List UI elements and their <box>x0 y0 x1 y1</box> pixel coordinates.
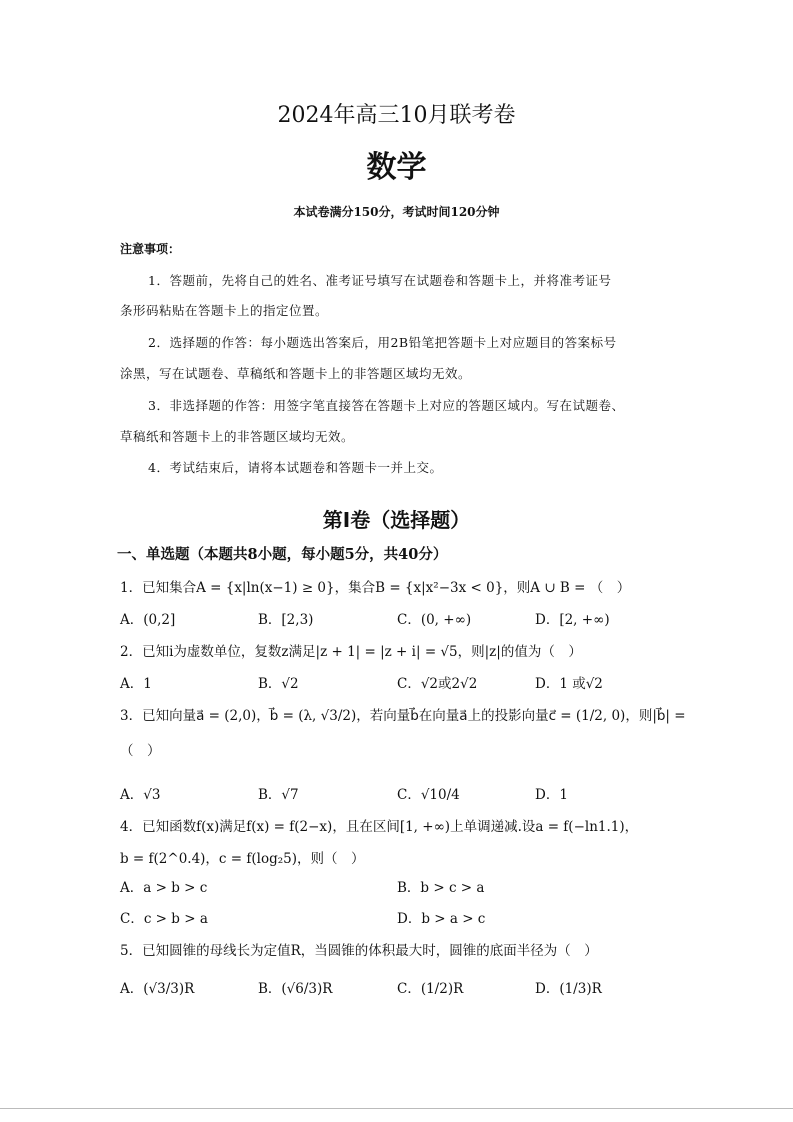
question-2-stem: 2．已知i为虚数单位，复数z满足|z + 1| = |z + i| = √5，则|z|的值为（ ） <box>120 644 582 660</box>
subject-title: 数学 <box>366 150 427 185</box>
question-3-stem-cont: （ ） <box>120 743 161 759</box>
notice-item-2-cont: 涂黑，写在试题卷、草稿纸和答题卡上的非答题区域均无效。 <box>120 366 472 381</box>
question-5-option-a: A．(√3/3)R <box>120 981 195 997</box>
question-3-option-d: D．1 <box>535 787 568 803</box>
notice-item-1: 1．答题前，先将自己的姓名、准考证号填写在试题卷和答题卡上，并将准考证号 <box>148 273 612 288</box>
question-4-option-d: D．b > a > c <box>397 911 486 927</box>
exam-title: 2024年高三10月联考卷 <box>277 103 516 128</box>
question-3-stem: 3．已知向量a⃗ = (2,0)，b⃗ = (λ, √3/2)，若向量b⃗在向量a⃗上的投影向量c⃗ = (1/2, 0)，则|b⃗| = <box>120 708 686 724</box>
question-1-option-d: D．[2, +∞) <box>535 612 610 628</box>
question-2-option-a: A．1 <box>120 676 152 692</box>
notice-item-3: 3．非选择题的作答：用签字笔直接答在答题卡上对应的答题区域内。写在试题卷、 <box>148 398 625 413</box>
notice-heading: 注意事项： <box>120 242 181 256</box>
part-title: 第Ⅰ卷（选择题） <box>322 508 471 532</box>
notice-item-4: 4．考试结束后，请将本试题卷和答题卡一并上交。 <box>148 460 443 475</box>
notice-item-1-cont: 条形码粘贴在答题卡上的指定位置。 <box>120 303 329 318</box>
question-1-stem: 1．已知集合A = {x|ln(x−1) ≥ 0}，集合B = {x|x²−3x < 0}，则A ∪ B = （ ） <box>120 580 631 596</box>
notice-item-3-cont: 草稿纸和答题卡上的非答题区域均无效。 <box>120 429 355 444</box>
question-2-option-b: B．√2 <box>258 676 299 692</box>
question-2-option-d: D．1 或√2 <box>535 676 603 692</box>
section-heading: 一、单选题（本题共8小题，每小题5分，共40分） <box>117 546 448 563</box>
question-1-option-a: A．(0,2] <box>120 612 176 628</box>
question-5-stem: 5．已知圆锥的母线长为定值R，当圆锥的体积最大时，圆锥的底面半径为（ ） <box>120 943 598 959</box>
question-4-option-b: B．b > c > a <box>397 880 485 896</box>
question-3-option-c: C．√10/4 <box>397 787 460 803</box>
question-2-option-c: C．√2或2√2 <box>397 676 478 692</box>
question-5-option-d: D．(1/3)R <box>535 981 602 997</box>
notice-item-2: 2．选择题的作答：每小题选出答案后，用2B铅笔把答题卡上对应题目的答案标号 <box>148 335 617 350</box>
question-1-option-c: C．(0, +∞) <box>397 612 472 628</box>
question-4-option-a: A．a > b > c <box>120 880 208 896</box>
question-3-option-a: A．√3 <box>120 787 161 803</box>
question-4-stem-cont: b = f(2^0.4)，c = f(log₂5)，则（ ） <box>120 851 365 867</box>
question-4-option-c: C．c > b > a <box>120 911 208 927</box>
question-1-option-b: B．[2,3) <box>258 612 314 628</box>
question-5-option-b: B．(√6/3)R <box>258 981 333 997</box>
exam-subtitle: 本试卷满分150分，考试时间120分钟 <box>293 205 500 219</box>
question-3-option-b: B．√7 <box>258 787 299 803</box>
question-5-option-c: C．(1/2)R <box>397 981 464 997</box>
question-4-stem: 4．已知函数f(x)满足f(x) = f(2−x)，且在区间[1, +∞)上单调递减.设a = f(−ln1.1)， <box>120 819 639 835</box>
page-bottom-divider <box>0 1108 793 1109</box>
